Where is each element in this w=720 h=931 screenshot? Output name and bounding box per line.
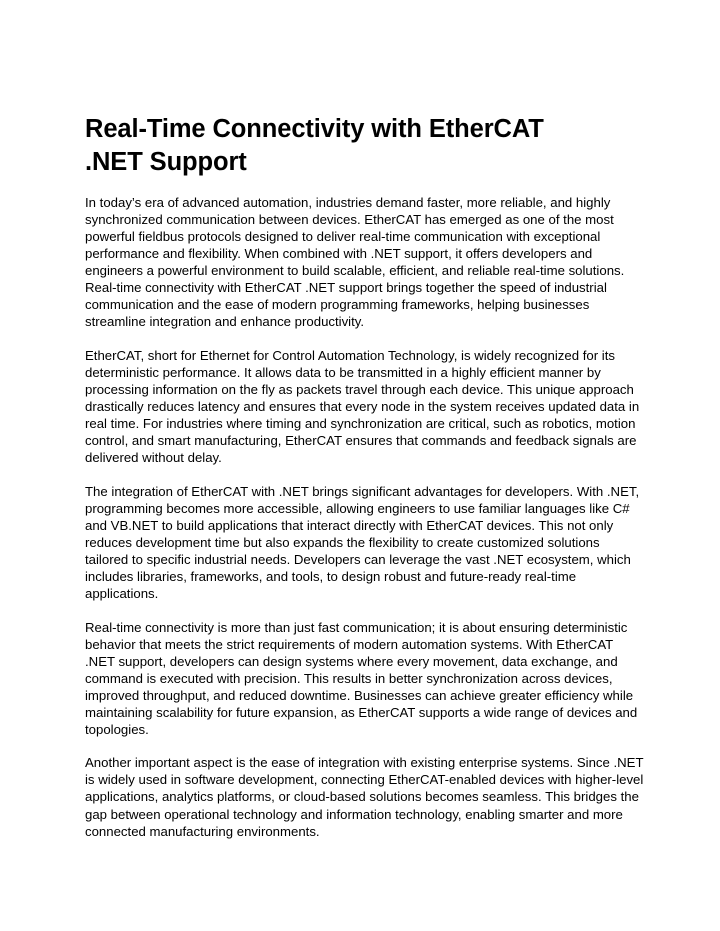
paragraph-enterprise-integration bbox=[85, 754, 685, 839]
text-line: connected manufacturing environments. bbox=[85, 823, 320, 839]
text-line: reduces development time but also expands the flexibility to create customized solutions bbox=[85, 534, 600, 550]
text-line: and VB.NET to build applications that interact directly with EtherCAT devices. This not only bbox=[85, 517, 614, 533]
text-line: programming becomes more accessible, allowing engineers to use familiar languages like C# bbox=[85, 500, 630, 516]
title-line: Real-Time Connectivity with EtherCAT bbox=[85, 115, 544, 143]
text-line: The integration of EtherCAT with .NET brings significant advantages for developers. With .NET, bbox=[85, 483, 640, 499]
text-line: maintaining scalability for future expansion, as EtherCAT supports a wide range of devices and bbox=[85, 704, 638, 720]
title-line: .NET Support bbox=[85, 148, 247, 176]
text-line: includes libraries, frameworks, and tools, to design robust and future-ready real-time bbox=[85, 568, 577, 584]
text-line: EtherCAT, short for Ethernet for Control Automation Technology, is widely recognized for its bbox=[85, 347, 615, 363]
text-line: processing information on the fly as packets travel through each device. This unique approach bbox=[85, 381, 634, 397]
text-line: In today’s era of advanced automation, industries demand faster, more reliable, and highly bbox=[85, 195, 611, 210]
text-line: applications. bbox=[85, 585, 159, 601]
text-line: Real-time connectivity is more than just fast communication; it is about ensuring deterministic bbox=[85, 619, 628, 635]
document-title bbox=[85, 113, 685, 179]
text-line: behavior that meets the strict requirements of modern automation systems. With EtherCAT bbox=[85, 636, 614, 652]
text-line: applications, analytics platforms, or cloud-based solutions becomes seamless. This bridges the bbox=[85, 789, 639, 805]
text-line: Real-time connectivity with EtherCAT .NET support brings together the speed of industrial bbox=[85, 280, 607, 296]
text-line: tailored to specific industrial needs. Developers can leverage the vast .NET ecosystem, which bbox=[85, 551, 631, 567]
text-line: communication and the ease of modern programming frameworks, helping businesses bbox=[85, 297, 590, 313]
text-line: streamline integration and enhance productivity. bbox=[85, 314, 365, 330]
paragraph-realtime-connectivity bbox=[85, 619, 685, 738]
text-line: real time. For industries where timing and synchronization are critical, such as robotics, motion bbox=[85, 416, 636, 432]
text-line: is widely used in software development, connecting EtherCAT-enabled devices with higher-level bbox=[85, 772, 644, 788]
text-line: control, and smart manufacturing, EtherCAT ensures that commands and feedback signals are bbox=[85, 433, 637, 449]
text-line: Another important aspect is the ease of integration with existing enterprise systems. Since .NET bbox=[85, 755, 644, 771]
paragraph-dotnet-integration bbox=[85, 483, 685, 602]
text-line: topologies. bbox=[85, 721, 149, 737]
text-line: .NET support, developers can design systems where every movement, data exchange, and bbox=[85, 653, 618, 669]
text-line: powerful fieldbus protocols designed to deliver real-time communication with exceptional bbox=[85, 229, 601, 245]
text-line: synchronized communication between devices. EtherCAT has emerged as one of the most bbox=[85, 212, 614, 228]
paragraph-intro bbox=[85, 194, 685, 330]
text-line: gap between operational technology and information technology, enabling smarter and more bbox=[85, 806, 623, 822]
text-line: drastically reduces latency and ensures that every node in the system receives updated data in bbox=[85, 399, 640, 415]
text-line: engineers a powerful environment to build scalable, efficient, and reliable real-time solutions. bbox=[85, 263, 625, 279]
text-line: improved throughput, and reduced downtime. Businesses can achieve greater efficiency while bbox=[85, 687, 634, 703]
text-line: delivered without delay. bbox=[85, 450, 222, 466]
document-page bbox=[85, 113, 685, 856]
paragraph-ethercat-overview bbox=[85, 347, 685, 466]
text-line: command is executed with precision. This results in better synchronization across devices, bbox=[85, 670, 613, 686]
text-line: performance and flexibility. When combined with .NET support, it offers developers and bbox=[85, 246, 593, 262]
text-line: deterministic performance. It allows data to be transmitted in a highly efficient manner by bbox=[85, 364, 601, 380]
